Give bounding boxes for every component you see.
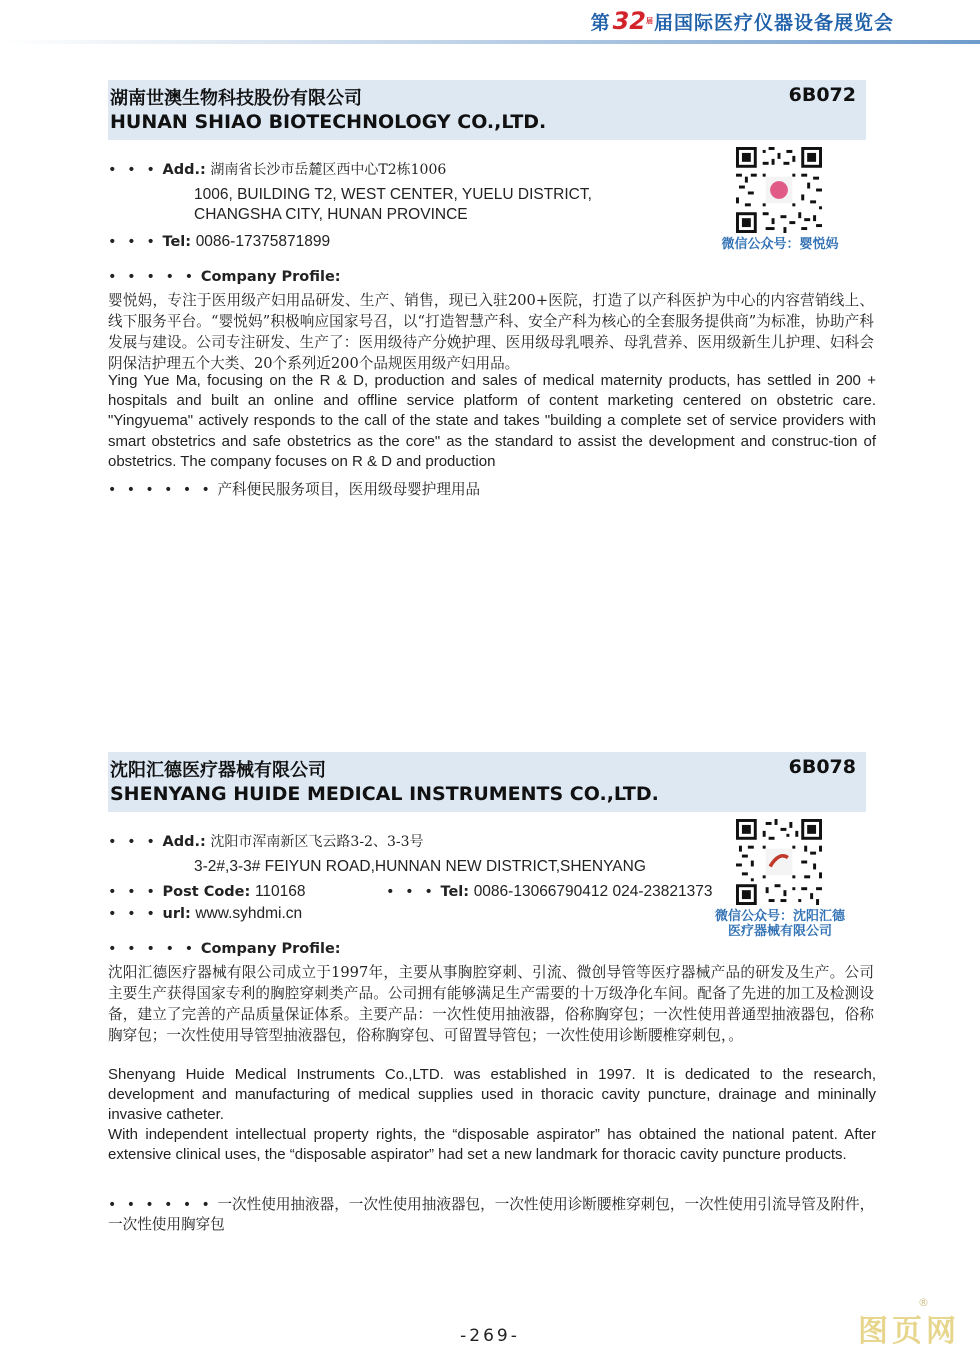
header-number: 32 bbox=[612, 7, 646, 35]
address-cn: 沈阳市浑南新区飞云路3-2、3-3号 bbox=[210, 834, 424, 850]
address-row bbox=[108, 160, 446, 180]
profile-heading bbox=[108, 267, 341, 287]
postcode-row bbox=[108, 882, 306, 902]
address-en-line-1: 1006, BUILDING T2, WEST CENTER, YUELU DISTRICT, bbox=[194, 186, 592, 203]
profile-heading bbox=[108, 939, 341, 959]
profile-cn: 婴悦妈，专注于医用级产妇用品研发、生产、销售，现已入驻200+医院，打造了以产科医护为中心的内容营销线上、线下服务平台。“婴悦妈”积极响应国家号召，以“打造智慧产科、安全产科为核心的全套服务提供商”为标准，协助产科发展与建设。公司专注研发、生产了：医用级待产分娩护理、医用级母乳喂养、母乳营养、医用级新生儿护理、妇科会阴保洁护理五个大类、20个系列近200个品规医用级产妇用品。 bbox=[108, 292, 874, 372]
address-label: Add.: bbox=[162, 162, 206, 178]
bullet-marks: • • • bbox=[108, 234, 158, 250]
profile-en-2: With independent intellectual property rights, the “disposable aspirator” has obtained the national patent. After extensive clinical uses, the “disposable aspirator” had set a new landmark for thoracic cavity puncture products. bbox=[108, 1126, 876, 1164]
booth-number: 6B078 bbox=[788, 756, 856, 778]
tel-value: 0086-13066790412 024-23821373 bbox=[473, 883, 713, 900]
bullet-marks: • • • • • bbox=[108, 269, 197, 285]
tel-label: Tel: bbox=[440, 884, 470, 900]
qr-code-icon bbox=[736, 819, 822, 905]
exhibition-header bbox=[591, 6, 894, 36]
products-text: 产科便民服务项目，医用级母婴护理用品 bbox=[217, 481, 481, 498]
postcode-label: Post Code: bbox=[162, 884, 251, 900]
watermark-registered-mark: ® bbox=[918, 1296, 929, 1309]
address-en-line-1: 3-2#,3-3# FEIYUN ROAD,HUNNAN NEW DISTRICT,SHENYANG bbox=[194, 858, 646, 875]
watermark-logo: 图页网 bbox=[858, 1314, 960, 1349]
company-name-cn: 湖南世澳生物科技股份有限公司 bbox=[110, 88, 362, 109]
products-text: 一次性使用抽液器，一次性使用抽液器包，一次性使用诊断腰椎穿刺包，一次性使用引流导管及附件，一次性使用胸穿包 bbox=[108, 1196, 875, 1233]
company-name-en: SHENYANG HUIDE MEDICAL INSTRUMENTS CO.,LTD. bbox=[110, 783, 659, 805]
address-row bbox=[108, 832, 424, 852]
qr-code-icon bbox=[736, 147, 822, 233]
profile-label: Company Profile: bbox=[200, 269, 341, 285]
tel-row bbox=[386, 882, 712, 902]
profile-label: Company Profile: bbox=[200, 941, 341, 957]
bullet-marks: • • • • • • bbox=[108, 482, 213, 498]
products-row bbox=[108, 1195, 876, 1235]
company-name-en: HUNAN SHIAO BIOTECHNOLOGY CO.,LTD. bbox=[110, 111, 547, 133]
header-prefix: 第 bbox=[590, 11, 611, 34]
postcode-value: 110168 bbox=[254, 883, 306, 900]
company-title-box bbox=[108, 80, 866, 140]
company-title-box bbox=[108, 752, 866, 812]
company-name-cn: 沈阳汇德医疗器械有限公司 bbox=[110, 760, 326, 781]
products-row bbox=[108, 480, 876, 500]
profile-en: Ying Yue Ma, focusing on the R & D, production and sales of medical maternity products, has settled in 200 + hospitals and built an online and offline service platform of content marketing centered on obstetric care. "Yingyuema" actively responds to the call of the state and takes "building a complete set of service providers with smart obstetrics and safe obstetrics as the core" as the standard to assist the development and construc-tion of obstetrics. The company focuses on R & D and production bbox=[108, 372, 876, 470]
bullet-marks: • • • bbox=[108, 906, 158, 922]
bullet-marks: • • • bbox=[108, 834, 158, 850]
qr-caption: 微信公众号：婴悦妈 bbox=[721, 237, 839, 252]
qr-caption-line-1: 微信公众号：沈阳汇德 bbox=[714, 909, 845, 924]
url-link[interactable]: www.syhdmi.cn bbox=[195, 905, 303, 922]
url-row bbox=[108, 904, 302, 924]
header-suffix: 届国际医疗仪器设备展览会 bbox=[653, 11, 894, 34]
bullet-marks: • • • • • bbox=[108, 941, 197, 957]
tel-value: 0086-17375871899 bbox=[195, 233, 331, 250]
profile-cn: 沈阳汇德医疗器械有限公司成立于1997年，主要从事胸腔穿刺、引流、微创导管等医疗器械产品的研发及生产。公司主要生产获得国家专利的胸腔穿刺类产品。公司拥有能够满足生产需要的十万级净化车间。配备了先进的加工及检测设备，建立了完善的产品质量保证体系。主要产品：一次性使用抽液器，俗称胸穿包；一次性使用普通型抽液器包，俗称胸穿包；一次性使用导管型抽液器包，俗称胸穿包、可留置导管包；一次性使用诊断腰椎穿刺包，。 bbox=[108, 964, 874, 1044]
url-label: url: bbox=[162, 906, 191, 922]
tel-label: Tel: bbox=[162, 234, 192, 250]
address-cn: 湖南省长沙市岳麓区西中心T2栋1006 bbox=[210, 162, 447, 178]
profile-en-1: Shenyang Huide Medical Instruments Co.,LTD. was established in 1997. It is dedicated to the research, development and manufacturing of medical supplies used in thoracic cavity puncture, drainage and mininally invasive catheter. bbox=[108, 1066, 876, 1124]
bullet-marks: • • • bbox=[108, 884, 158, 900]
address-label: Add.: bbox=[162, 834, 206, 850]
bullet-marks: • • • bbox=[108, 162, 158, 178]
header-sup: 届 bbox=[645, 17, 654, 25]
tel-row bbox=[108, 232, 330, 252]
page-number: -269- bbox=[460, 1326, 520, 1346]
booth-number: 6B072 bbox=[788, 84, 856, 106]
address-en-line-2: CHANGSHA CITY, HUNAN PROVINCE bbox=[194, 206, 468, 223]
bullet-marks: • • • bbox=[386, 884, 436, 900]
header-divider bbox=[0, 40, 980, 44]
bullet-marks: • • • • • • bbox=[108, 1197, 213, 1213]
qr-caption-line-2: 医疗器械有限公司 bbox=[727, 924, 832, 939]
